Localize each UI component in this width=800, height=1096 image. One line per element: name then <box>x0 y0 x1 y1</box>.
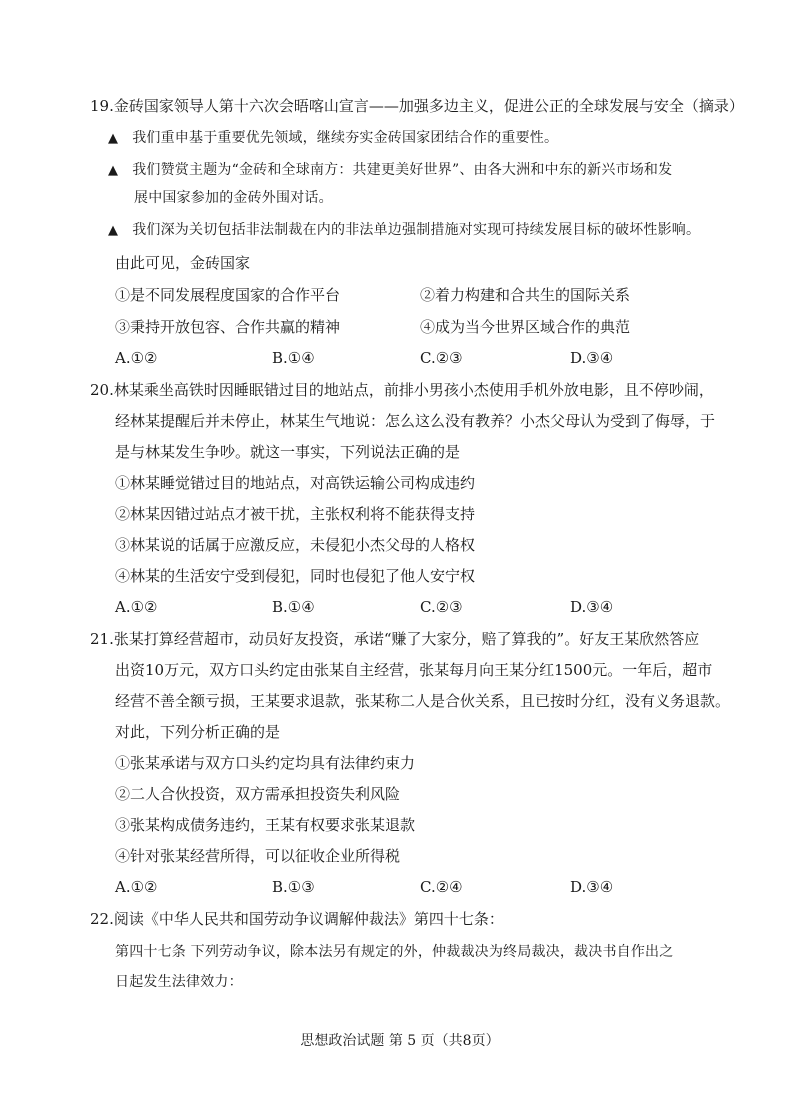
q19-choice-d: D.③④ <box>570 349 614 367</box>
q20-stem-3: 是与林某发生争吵。就这一事实，下列说法正确的是 <box>115 443 461 461</box>
q21-item-4: ④针对张某经营所得，可以征收企业所得税 <box>115 847 401 865</box>
q22-stem: 22.阅读《中华人民共和国劳动争议调解仲裁法》第四十七条： <box>90 910 504 928</box>
q21-choice-b: B.①③ <box>272 878 315 896</box>
triangle-icon: ▲ <box>108 223 119 238</box>
q20-stem-2: 经林某提醒后并未停止，林某生气地说：怎么这么没有教养？小杰父母认为受到了侮辱，于 <box>115 412 716 430</box>
q21-stem-4: 对此，下列分析正确的是 <box>115 723 281 741</box>
q19-item-4: ④成为当今世界区域合作的典范 <box>420 318 631 336</box>
q19-choice-a: A.①② <box>115 349 158 367</box>
q20-item-1: ①林某睡觉错过目的地站点，对高铁运输公司构成违约 <box>115 474 476 492</box>
triangle-icon: ▲ <box>108 131 119 146</box>
q20-choice-a: A.①② <box>115 598 158 616</box>
q21-item-2: ②二人合伙投资，双方需承担投资失利风险 <box>115 785 401 803</box>
q21-stem-1: 21.张某打算经营超市，动员好友投资，承诺“赚了大家分，赔了算我的”。好友王某欣然答应 <box>90 630 700 648</box>
q21-stem-2: 出资10万元，双方口头约定由张某自主经营，张某每月向王某分红1500元。一年后，超市 <box>115 661 713 679</box>
q19-bullet-2-cont: 展中国家参加的金砖外围对话。 <box>134 190 333 206</box>
q20-choice-c: C.②③ <box>420 598 463 616</box>
q21-item-1: ①张某承诺与双方口头约定均具有法律约束力 <box>115 754 416 772</box>
q22-text-1: 第四十七条 下列劳动争议，除本法另有规定的外，仲裁裁决为终局裁决，裁决书自作出之 <box>115 944 674 960</box>
q19-bullet-text: 我们深为关切包括非法制裁在内的非法单边强制措施对实现可持续发展目标的破坏性影响。 <box>132 222 701 238</box>
q19-bullet-2 <box>108 160 672 181</box>
q19-item-2: ②着力构建和合共生的国际关系 <box>420 286 631 304</box>
q20-item-4: ④林某的生活安宁受到侵犯，同时也侵犯了他人安宁权 <box>115 567 476 585</box>
q20-choice-b: B.①④ <box>272 598 315 616</box>
q21-choice-d: D.③④ <box>570 878 614 896</box>
q19-bullet-1 <box>108 128 558 149</box>
q19-bullet-text: 我们赞赏主题为“金砖和全球南方：共建更美好世界”、由各大洲和中东的新兴市场和发 <box>132 162 673 178</box>
q19-bullet-3 <box>108 220 700 241</box>
q20-item-2: ②林某因错过站点才被干扰，主张权利将不能获得支持 <box>115 505 476 523</box>
q20-item-3: ③林某说的话属于应激反应，未侵犯小杰父母的人格权 <box>115 536 476 554</box>
q19-choice-b: B.①④ <box>272 349 315 367</box>
q22-text-2: 日起发生法律效力： <box>115 974 243 990</box>
q19-bullet-text: 我们重申基于重要优先领域，继续夯实金砖国家团结合作的重要性。 <box>132 130 559 146</box>
q21-choice-a: A.①② <box>115 878 158 896</box>
q19-choice-c: C.②③ <box>420 349 463 367</box>
triangle-icon: ▲ <box>108 163 119 178</box>
q20-choice-d: D.③④ <box>570 598 614 616</box>
q21-choice-c: C.②④ <box>420 878 463 896</box>
q19-item-3: ③秉持开放包容、合作共赢的精神 <box>115 318 341 336</box>
page-footer: 思想政治试题 第 5 页（共8页） <box>300 1033 500 1049</box>
q20-stem-1: 20.林某乘坐高铁时因睡眠错过目的地站点，前排小男孩小杰使用手机外放电影，且不停吵闹， <box>90 381 714 399</box>
q21-stem-3: 经营不善全额亏损，王某要求退款，张某称二人是合伙关系，且已按时分红，没有义务退款。 <box>115 692 731 710</box>
q21-item-3: ③张某构成债务违约，王某有权要求张某退款 <box>115 816 416 834</box>
q19-lead: 由此可见，金砖国家 <box>115 254 251 272</box>
q19-item-1: ①是不同发展程度国家的合作平台 <box>115 286 341 304</box>
q19-stem: 19.金砖国家领导人第十六次会晤喀山宣言——加强多边主义，促进公正的全球发展与安全（摘录） <box>90 97 744 115</box>
